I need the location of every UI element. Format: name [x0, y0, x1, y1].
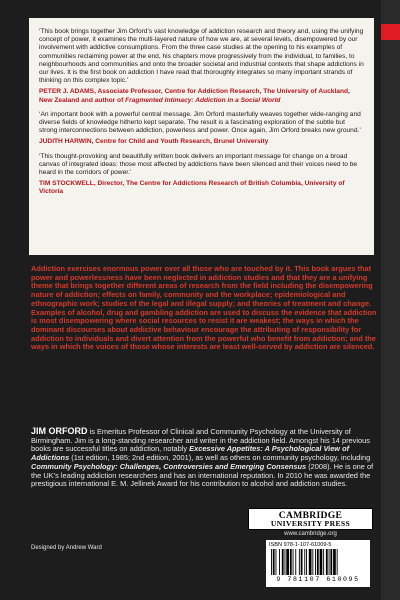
- publisher-url: www.cambridge.org: [284, 531, 337, 537]
- book-title-2: Community Psychology: Challenges, Controversies and Emerging Consensus: [31, 461, 307, 471]
- spine-red-block: [381, 24, 400, 40]
- barcode-bar: [279, 549, 280, 575]
- author-bio: JIM ORFORD is Emeritus Professor of Clinical and Community Psychology at the University of Birmingham. Jim is a long-standing researcher and writer in the addiction field. Amongst his 14 previous books are successful titles on addiction, notably Excessive Appetites: A Psychological View of Addictions (1st edition, 1985; 2nd edition, 2001), as well as others on community psychology, including Community Psychology: Challenges, Controversies and Emerging Consensus (2008). He is one of the UK’s leading addiction researchers and has an international reputation. In 2010 he was awarded the prestigious international E. M. Jellinek Award for his contribution to alcohol and addiction studies.: [31, 426, 374, 489]
- barcode-bar: [326, 549, 328, 575]
- barcode-bar: [317, 549, 319, 575]
- endorsements-panel: [29, 18, 374, 255]
- barcode-bar: [309, 549, 312, 575]
- spine-strip: [381, 0, 400, 600]
- barcode-bar: [293, 549, 294, 575]
- isbn-barcode: [266, 540, 370, 587]
- endorsement-quote-1: ‘This book brings together Jim Orford’s vast knowledge of addiction research and theory and, using the unifying concept of power, it examines the multi-layered nature of how we are, at several levels, disempowered by our involvement with addictive consumptions. From the three case studies at the opening to his examples of communities reclaiming power at the end, his chapters move progressively from the individual, to families, to neighbourhoods and communities and onto the broader societal and industrial contexts that shape addictions in our lives. It is the first book on addiction I have read that thoroughly integrates so many important strands of thinking on this complex topic.’: [39, 28, 364, 85]
- barcode-bar: [333, 549, 336, 575]
- designer-credit: Designed by Andrew Ward: [31, 545, 102, 551]
- endorsement-author-book: Fragmented Intimacy: Addiction in a Social World: [125, 96, 281, 104]
- barcode-bar: [286, 549, 289, 575]
- barcode-bar: [306, 549, 307, 575]
- barcode-bar: [329, 549, 330, 575]
- barcode-bars: [269, 549, 367, 575]
- publisher-logo: [248, 508, 373, 530]
- isbn-text: ISBN 978-1-107-61009-5: [269, 542, 332, 548]
- barcode-number: 9 781107 610095: [276, 576, 360, 583]
- barcode-bar: [337, 549, 338, 575]
- barcode-bar: [315, 549, 316, 575]
- barcode-bar: [299, 549, 300, 575]
- endorsement-author-2: JUDITH HARWIN, Centre for Child and Youth Research, Brunel University: [39, 138, 269, 146]
- barcode-bar: [312, 549, 313, 575]
- barcode-bar: [282, 549, 284, 575]
- barcode-bar: [273, 549, 275, 575]
- book-description: Addiction exercises enormous power over all those who are touched by it. This book argues that power and powerlessness have been neglected in addiction studies and that they are a unifying theme that brings together different areas of research from the field including the disempowering nature of addiction; effects on family, community and the workplace; epidemiological and ethnographic work; studies of the legal and illegal supply; and theories of treatment and change. Examples of alcohol, drug and gambling addiction are used to discuss the evidence that addiction is most disempowering where social resources to resist it are weakest; the ways in which the dominant discourses about addictive behaviour encourage the attributing of responsibility for addiction to individuals and divert attention from the powerful who benefit from addiction; and the ways in which the voices of those whose interests are least well-served by addiction are silenced.: [31, 264, 377, 352]
- barcode-bar: [304, 549, 305, 575]
- author-name: JIM ORFORD: [31, 426, 88, 436]
- endorsement-quote-2: ‘An important book with a powerful central message. Jim Orford masterfully weaves together wide-ranging and diverse fields of knowledge hitherto kept separate. The result is a fascinating exploration of the subtle but strong interconnections between addiction, powerless and power. Once again, Jim Orford breaks new ground.’: [39, 110, 361, 135]
- barcode-bar: [276, 549, 277, 575]
- endorsement-quote-3: ‘This thought-provoking and beautifully written book delivers an important message for change on a broad canvas of integrated ideas: those most affected by addictions have been silenced and their voices need to be heard in the corridors of power.’: [39, 152, 358, 177]
- barcode-bar: [290, 549, 292, 575]
- barcode-bar: [320, 549, 323, 575]
- barcode-bar: [330, 549, 332, 575]
- barcode-bar: [295, 549, 296, 575]
- barcode-bar: [323, 549, 324, 575]
- barcode-bar: [285, 549, 286, 575]
- endorsement-author-1: PETER J. ADAMS, Associate Professor, Centre for Addiction Research, The University of Auckland, New Zealand and author of Fragmented Intimacy: Addiction in a Social World: [39, 88, 350, 104]
- barcode-bar: [301, 549, 303, 575]
- publisher-name-line1: CAMBRIDGE: [278, 509, 343, 521]
- book-title-1: Excessive Appetites: A Psychological View of Addictions: [31, 444, 350, 463]
- endorsement-author-3: TIM STOCKWELL, Director, The Centre for Addictions Research of British Columbia, University of Victoria: [39, 180, 345, 196]
- barcode-bar: [271, 549, 272, 575]
- publisher-name-line2: UNIVERSITY PRESS: [270, 518, 351, 528]
